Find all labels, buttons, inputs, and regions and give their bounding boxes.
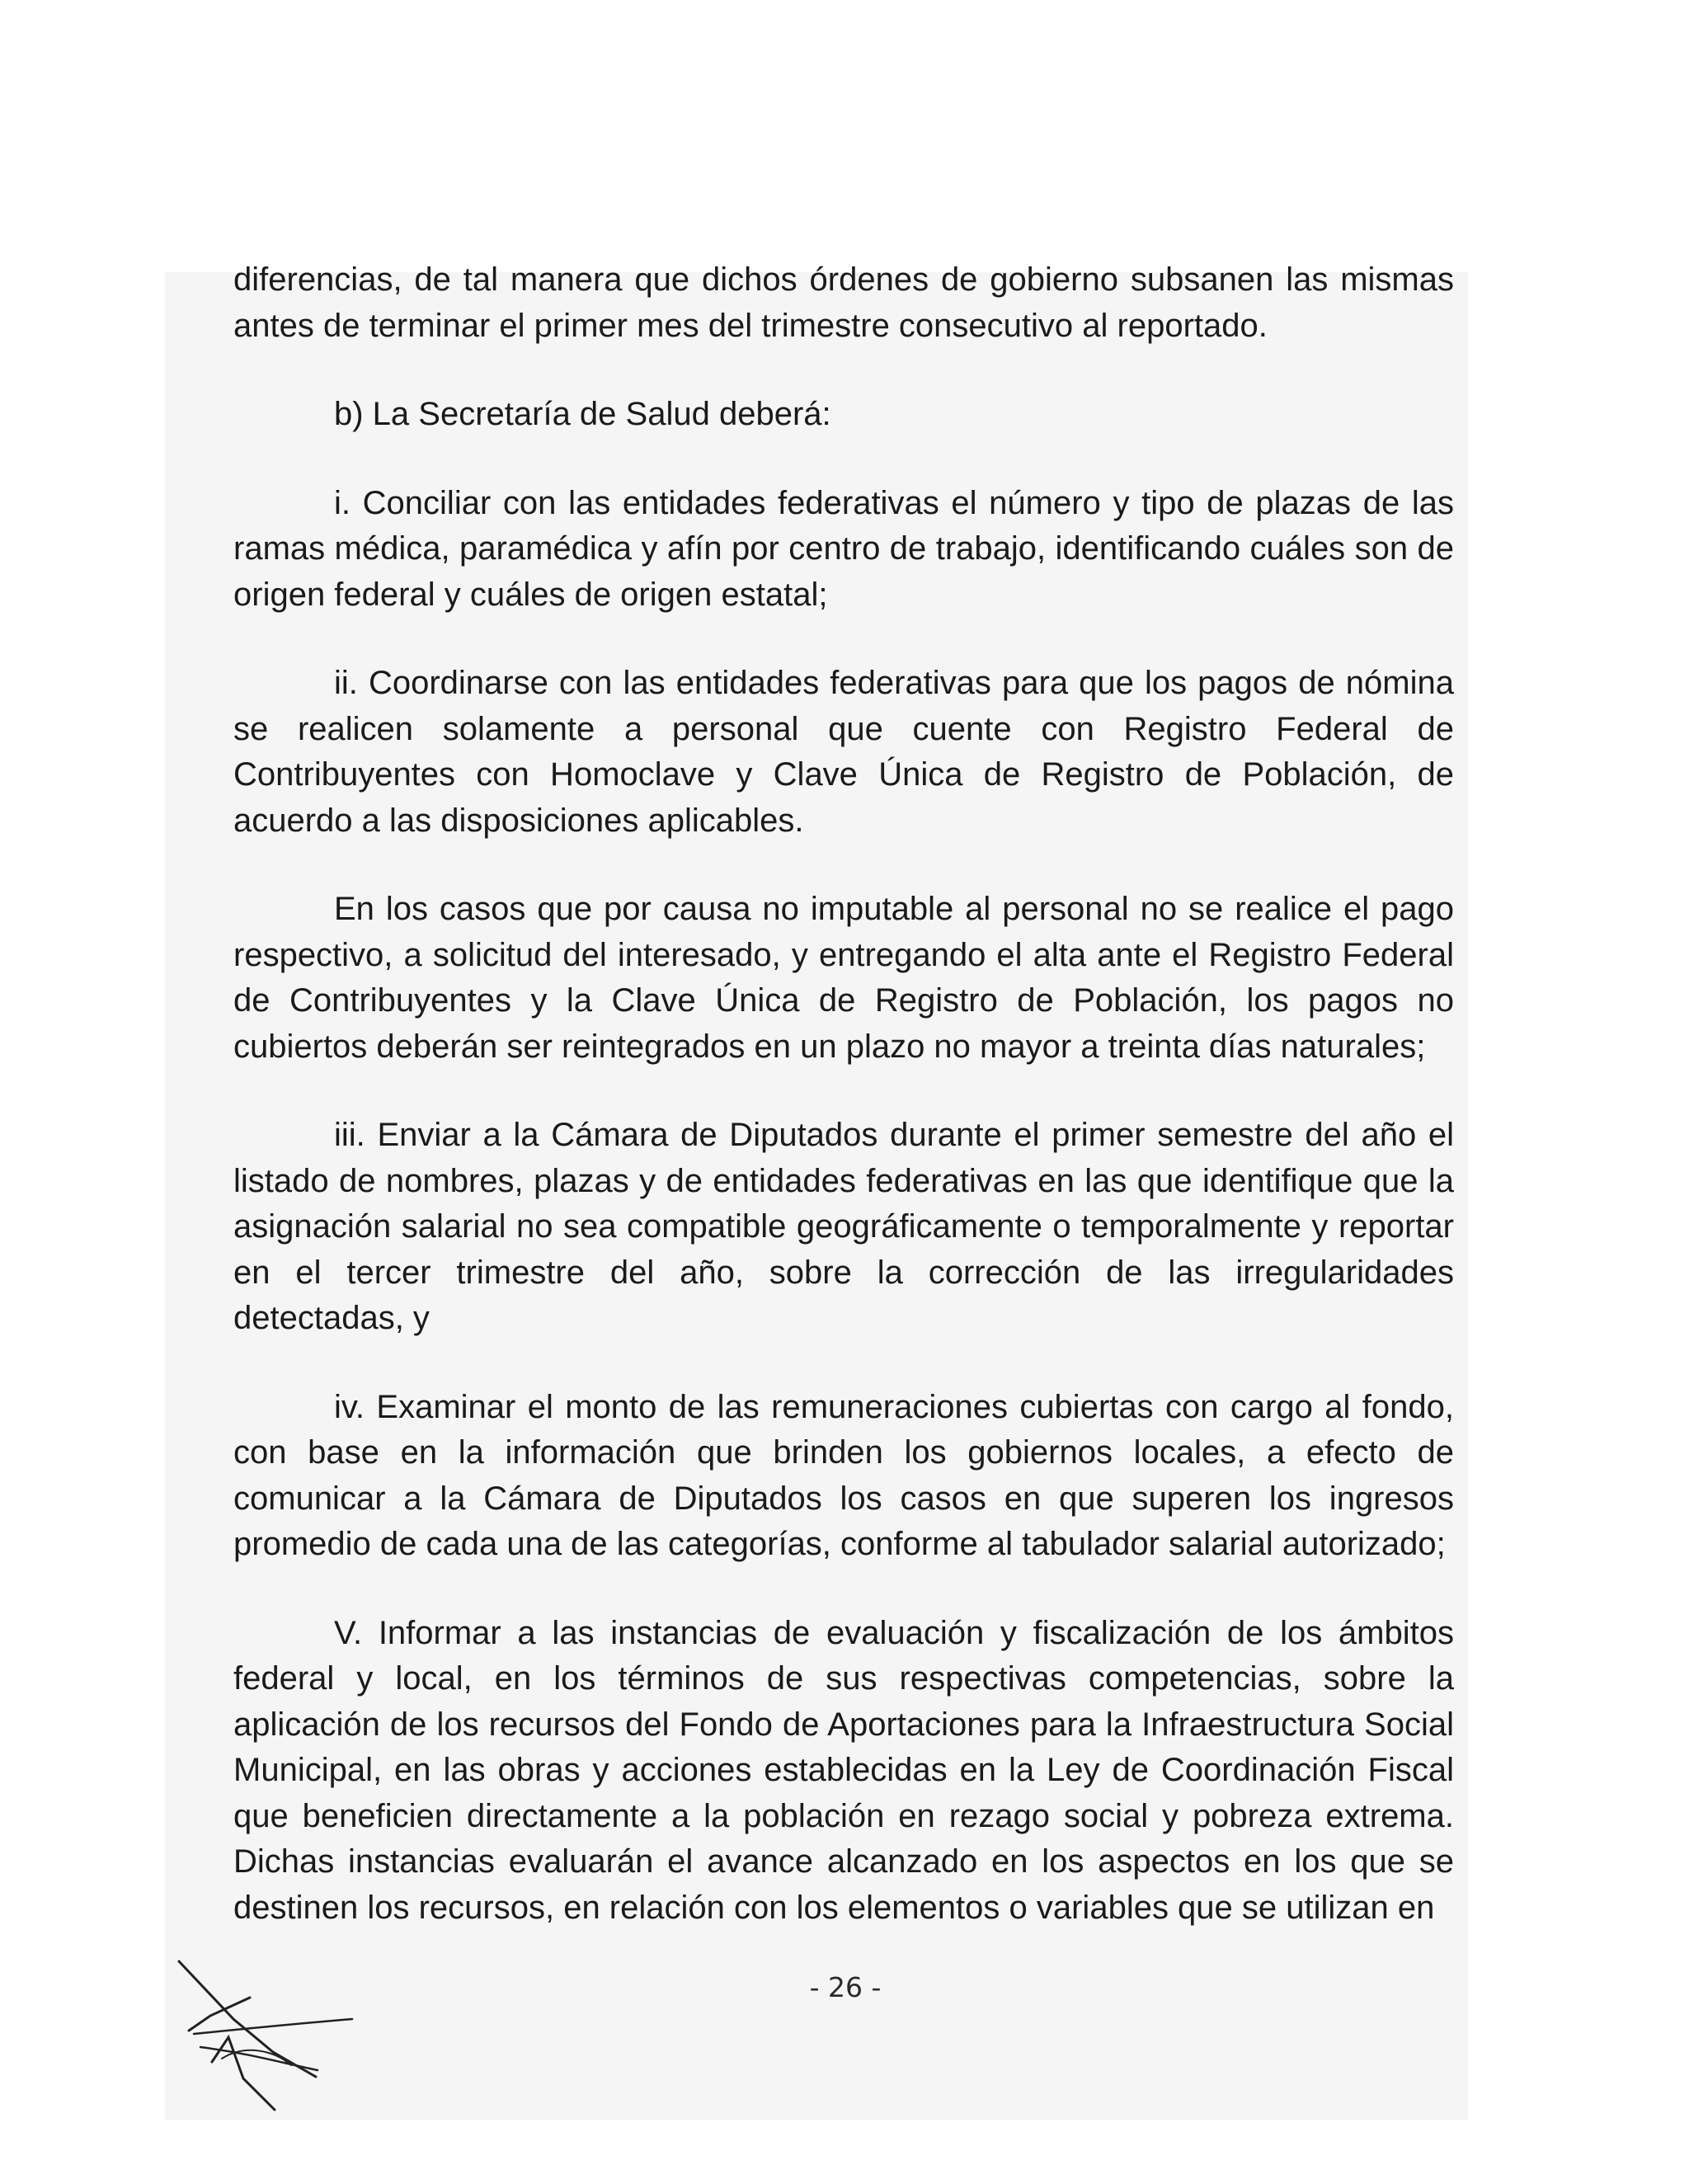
list-item-ii: ii. Coordinarse con las entidades federativas para que los pagos de nómina se realicen solamente a personal que cuente con Registro Federal de Contribuyentes con Homoclave y Clave Única de Registro de Población, de acuerdo a las disposiciones aplicables.: [233, 665, 1454, 839]
paragraph-continuation: diferencias, de tal manera que dichos órdenes de gobierno subsanen las mismas antes de terminar el primer mes del trimestre consecutivo al reportado.: [233, 261, 1454, 344]
list-item-iv: iv. Examinar el monto de las remuneraciones cubiertas con cargo al fondo, con base en la información que brinden los gobiernos locales, a efecto de comunicar a la Cámara de Diputados los casos en que superen los ingresos promedio de cada una de las categorías, conforme al tabulador salarial autorizado;: [233, 1388, 1454, 1562]
section-heading-b: b) La Secretaría de Salud deberá:: [334, 396, 831, 432]
list-item-v: V. Informar a las instancias de evaluación y fiscalización de los ámbitos federal y local, en los términos de sus respectivas competencias, sobre la aplicación de los recursos del Fondo de Aportaciones para la Infraestructura Social Municipal, en las obras y acciones establecidas en la Ley de Coordinación Fiscal que beneficien directamente a la población en rezago social y pobreza extrema. Dichas instancias evaluarán el avance alcanzado en los aspectos en los que se destinen los recursos, en relación con los elementos o variables que se utilizan en: [233, 1614, 1454, 1926]
list-item-iii: iii. Enviar a la Cámara de Diputados durante el primer semestre del año el listado de nombres, plazas y de entidades federativas en las que identifique que la asignación salarial no sea compatible geográficamente o temporalmente y reportar en el tercer trimestre del año, sobre la corrección de las irregularidades detectadas, y: [233, 1117, 1454, 1336]
list-item-i: i. Conciliar con las entidades federativas el número y tipo de plazas de las ramas médica, paramédica y afín por centro de trabajo, identificando cuáles son de origen federal y cuáles de origen estatal;: [233, 484, 1454, 613]
page-number: - 26 -: [809, 1971, 882, 2003]
handwritten-signature: [169, 1955, 367, 2120]
document-body: [233, 257, 1454, 1974]
paragraph-reintegro: En los casos que por causa no imputable al personal no se realice el pago respectivo, a solicitud del interesado, y entregando el alta ante el Registro Federal de Contribuyentes y la Clave Única de Registro de Población, los pagos no cubiertos deberán ser reintegrados en un plazo no mayor a treinta días naturales;: [233, 891, 1454, 1065]
